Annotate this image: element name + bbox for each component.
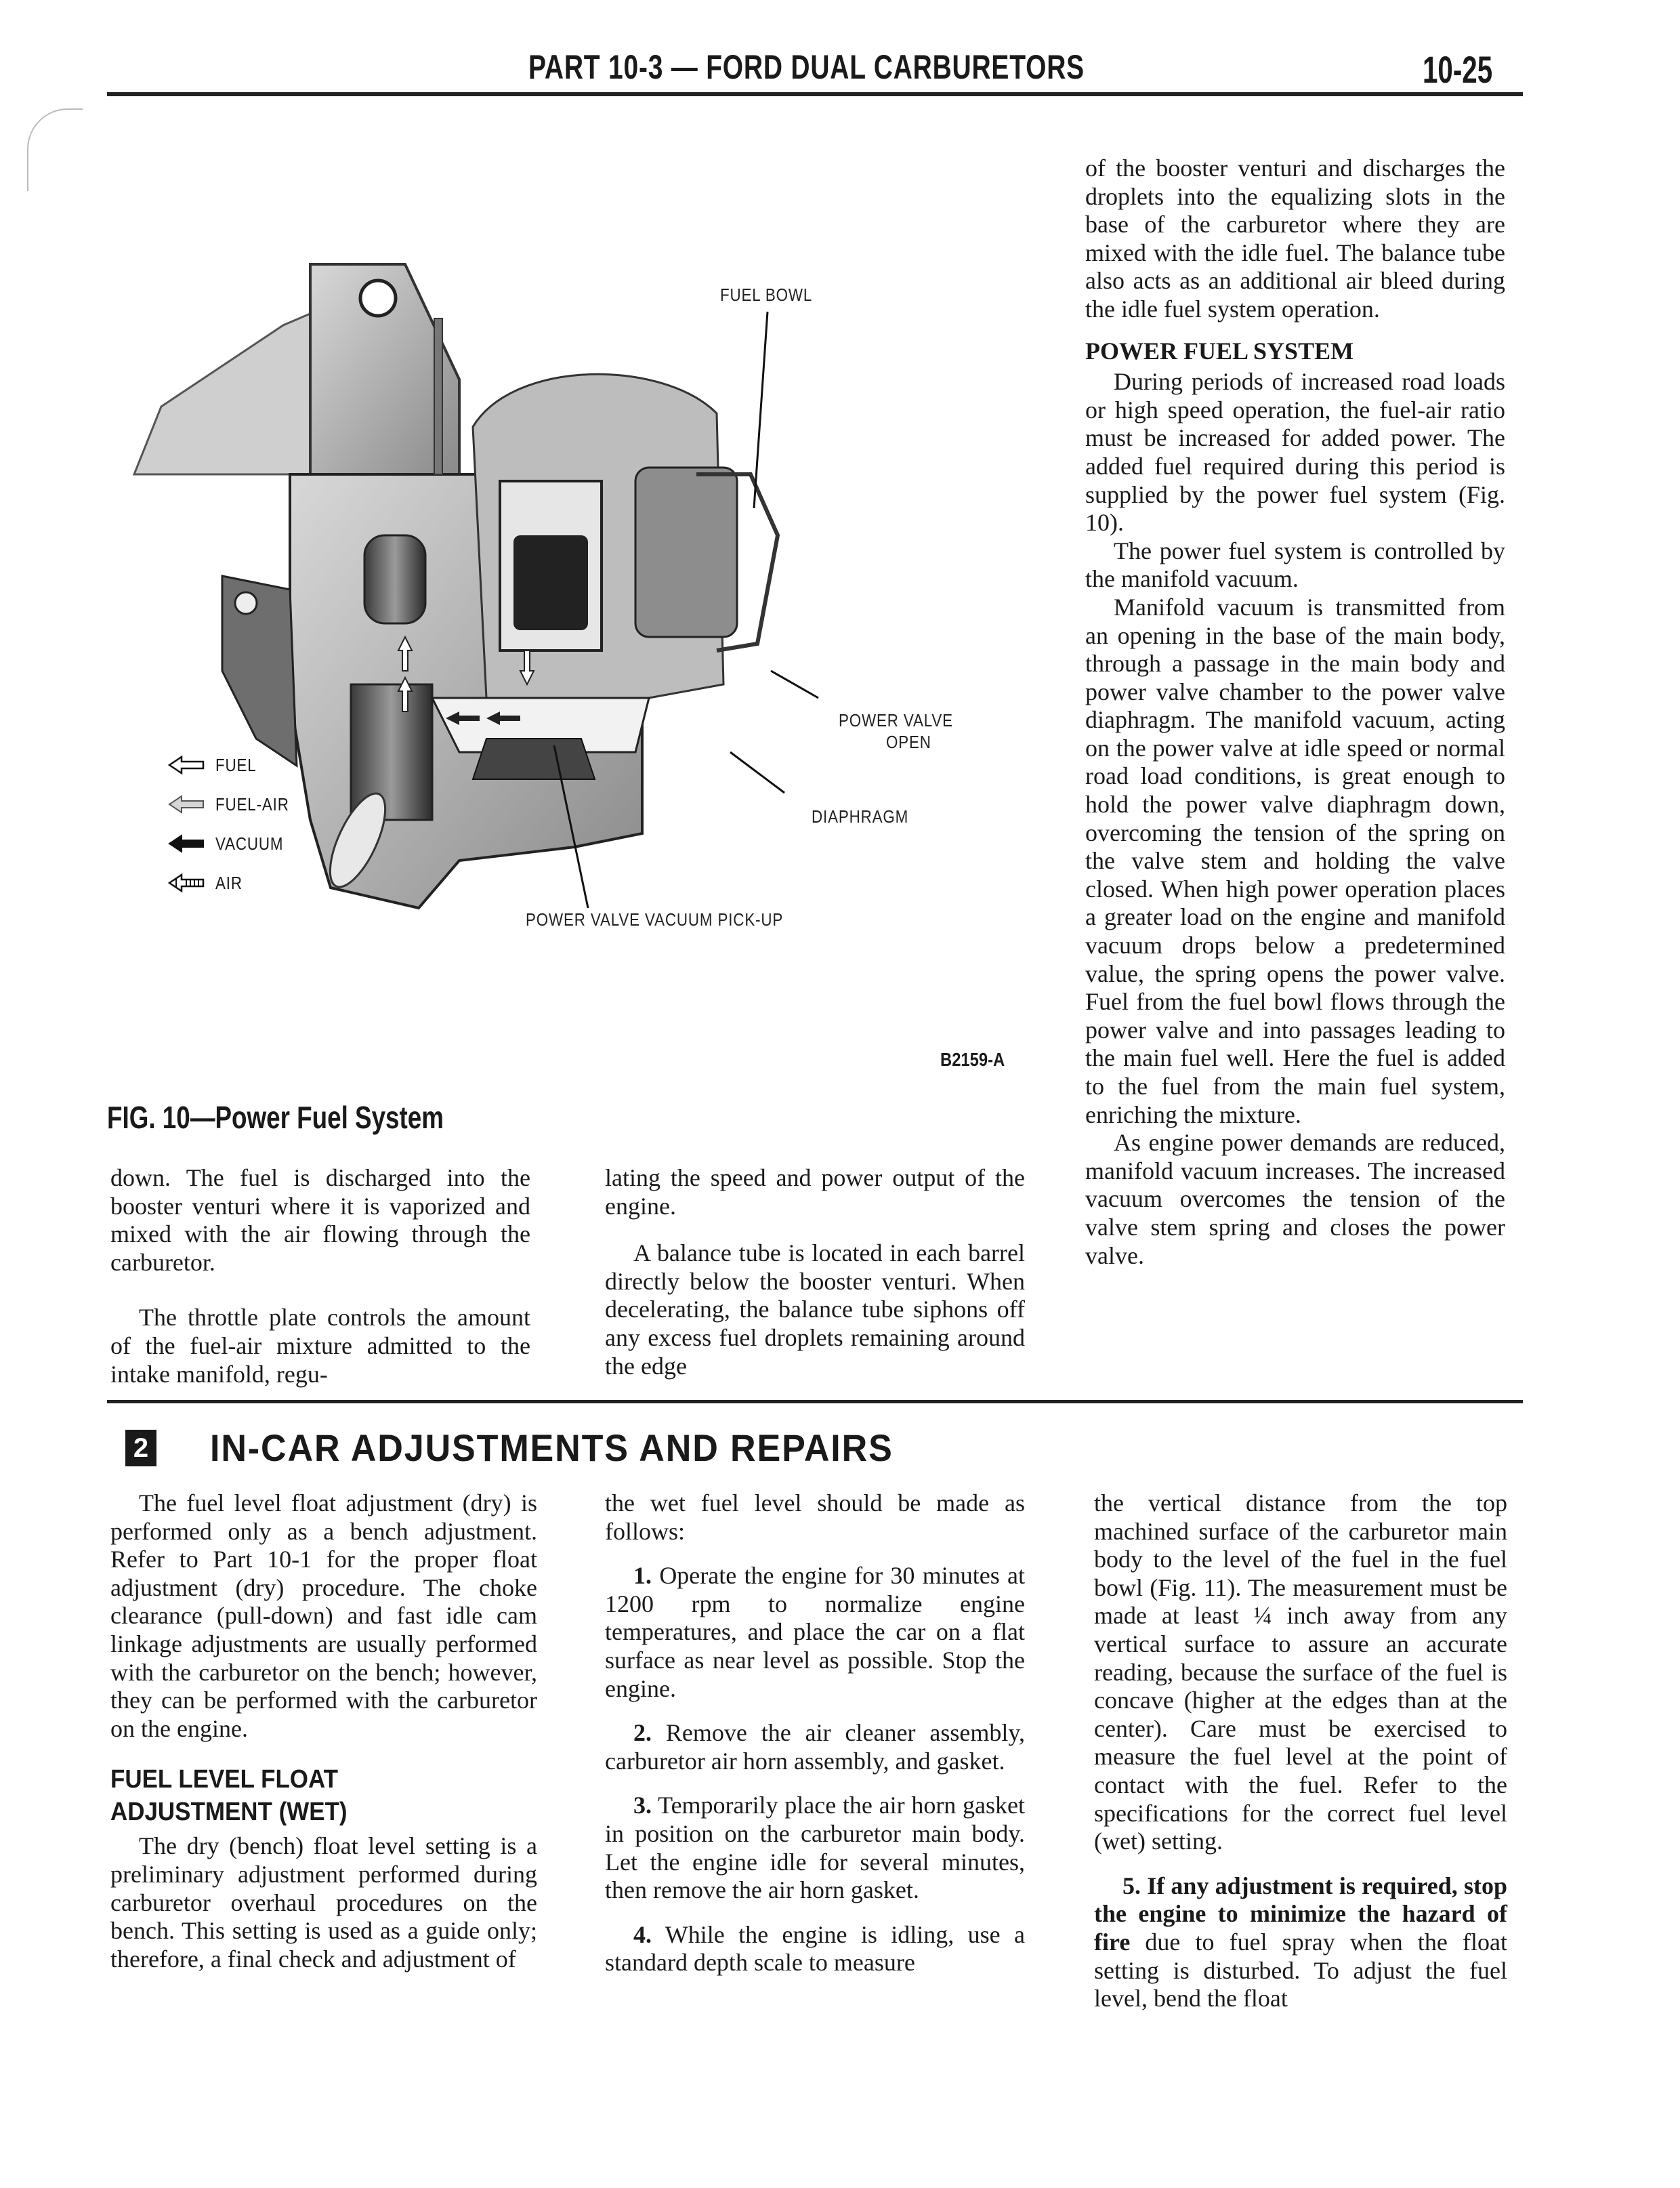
section-number-badge: 2	[125, 1430, 156, 1466]
section-divider-rule	[107, 1400, 1523, 1403]
lower-left-column	[110, 1489, 537, 1973]
step-3: 3. Temporarily place the air horn gasket in position on the carburetor main body. Let the engine idle for several minutes, then remove the air horn gasket.	[605, 1792, 1025, 1904]
page-number: 10-25	[1423, 48, 1493, 91]
paragraph: The power fuel system is controlled by the manifold vacuum.	[1085, 537, 1505, 593]
lower-middle-column	[605, 1489, 1025, 1977]
upper-middle-column	[605, 1164, 1025, 1380]
legend-item-vacuum: VACUUM	[168, 824, 301, 863]
label-power-valve-vacuum-pickup: POWER VALVE VACUUM PICK-UP	[526, 909, 784, 930]
paragraph: Manifold vacuum is transmitted from an opening in the base of the main body, through a passage in the main body and power valve chamber to the power valve diaphragm. The manifold vacuum, acting on the power valve at idle speed or normal road load conditions, is great enough to hold the power valve diaphragm down, overcoming the tension of the spring on the valve stem and holding the valve closed. When high power operation places a greater load on the engine and manifold vacuum drops below a predetermined value, the spring opens the power valve. Fuel from the fuel bowl flows through the power valve and into passages leading to the main fuel well. Here the fuel is added to the fuel from the main fuel system, enriching the mixture.	[1085, 593, 1505, 1128]
paragraph: the wet fuel level should be made as follows:	[605, 1489, 1025, 1545]
paragraph: As engine power demands are reduced, manifold vacuum increases. The increased vacuum overcomes the tension of the valve stem spring and closes the power valve.	[1085, 1129, 1505, 1269]
paragraph: The fuel level float adjustment (dry) is performed only as a bench adjustment. Refer to Part 10-1 for the proper float adjustment (dry) procedure. The choke clearance (pull-down) and fast idle cam linkage adjustments are usually performed with the carburetor on the bench; however, they can be performed with the carburetor on the engine.	[110, 1489, 537, 1742]
label-fuel-bowl: FUEL BOWL	[720, 285, 813, 305]
running-header-title: PART 10-3 — FORD DUAL CARBURETORS	[528, 48, 1085, 86]
label-diaphragm: DIAPHRAGM	[812, 806, 909, 827]
step-2: 2. Remove the air cleaner assembly, carburetor air horn assembly, and gasket.	[605, 1719, 1025, 1775]
page-corner-mark	[27, 108, 83, 191]
solid-arrow-icon	[168, 833, 206, 854]
striped-arrow-icon	[168, 873, 206, 893]
label-open: OPEN	[886, 732, 931, 752]
label-power-valve: POWER VALVE	[839, 710, 953, 730]
gray-arrow-icon	[168, 794, 206, 814]
header-rule	[107, 92, 1523, 96]
step-number: 2.	[633, 1719, 652, 1747]
paragraph: lating the speed and power output of the engine.	[605, 1164, 1025, 1220]
warning-text: If any adjustment is required, stop the engine to minimize the hazard of fire	[1094, 1872, 1507, 1956]
legend-item-fuel: FUEL	[168, 745, 301, 785]
figure-caption: FIG. 10—Power Fuel System	[107, 1100, 444, 1135]
step-number: 3.	[633, 1792, 652, 1819]
figure-10	[107, 156, 1049, 1132]
carburetor-cutaway-illustration	[107, 156, 1049, 1132]
figure-code: B2159-A	[940, 1049, 1005, 1070]
lower-right-column	[1094, 1489, 1507, 2013]
subheading-fuel-level-float-adjustment-wet: FUEL LEVEL FLOAT ADJUSTMENT (WET)	[110, 1765, 348, 1827]
paragraph: down. The fuel is discharged into the booster venturi where it is vaporized and mixed with the air flowing through the carburetor.	[110, 1164, 530, 1276]
upper-right-column	[1085, 154, 1505, 1270]
paragraph: of the booster venturi and discharges the droplets into the equalizing slots in the base of the carburetor where they are mixed with the idle fuel. The balance tube also acts as an additional air bleed during the idle fuel system operation.	[1085, 154, 1505, 323]
step-4: 4. While the engine is idling, use a standard depth scale to measure	[605, 1920, 1025, 1977]
paragraph: The throttle plate controls the amount of the fuel-air mixture admitted to the intake manifold, regu-	[110, 1304, 530, 1388]
step-5: 5. If any adjustment is required, stop the engine to minimize the hazard of fire due to fuel spray when the float setting is disturbed. To adjust the fuel level, bend the float	[1094, 1872, 1507, 2012]
upper-left-column	[110, 1164, 530, 1388]
section-title: IN-CAR ADJUSTMENTS AND REPAIRS	[210, 1426, 894, 1469]
outline-arrow-icon	[168, 755, 206, 775]
step-1: 1. Operate the engine for 30 minutes at 1200 rpm to normalize engine temperatures, and place the car on a flat surface as near level as possible. Stop the engine.	[605, 1562, 1025, 1702]
paragraph: The dry (bench) float level setting is a preliminary adjustment performed during carburetor overhaul procedures on the bench. This setting is used as a guide only; therefore, a final check and adjustment of	[110, 1832, 537, 1973]
legend-item-air: AIR	[168, 863, 301, 903]
paragraph: During periods of increased road loads or high speed operation, the fuel-air ratio must be increased for added power. The added fuel required during this period is supplied by the power fuel system (Fig. 10).	[1085, 368, 1505, 537]
paragraph: A balance tube is located in each barrel directly below the booster venturi. When decelerating, the balance tube siphons off any excess fuel droplets remaining around the edge	[605, 1239, 1025, 1380]
step-number: 5.	[1122, 1872, 1141, 1899]
subheading-power-fuel-system: POWER FUEL SYSTEM	[1085, 337, 1354, 365]
step-number: 4.	[633, 1920, 652, 1948]
step-number: 1.	[633, 1562, 652, 1590]
legend-item-fuel-air: FUEL-AIR	[168, 785, 301, 824]
figure-legend	[168, 745, 301, 903]
paragraph: the vertical distance from the top machined surface of the carburetor main body to the level of the fuel in the fuel bowl (Fig. 11). The measurement must be made at least ¼ inch away from any vertical surface to assure an accurate reading, because the surface of the fuel is concave (higher at the edges than at the center). Care must be exercised to measure the fuel level at the point of contact with the fuel. Refer to the specifications for the correct fuel level (wet) setting.	[1094, 1489, 1507, 1855]
